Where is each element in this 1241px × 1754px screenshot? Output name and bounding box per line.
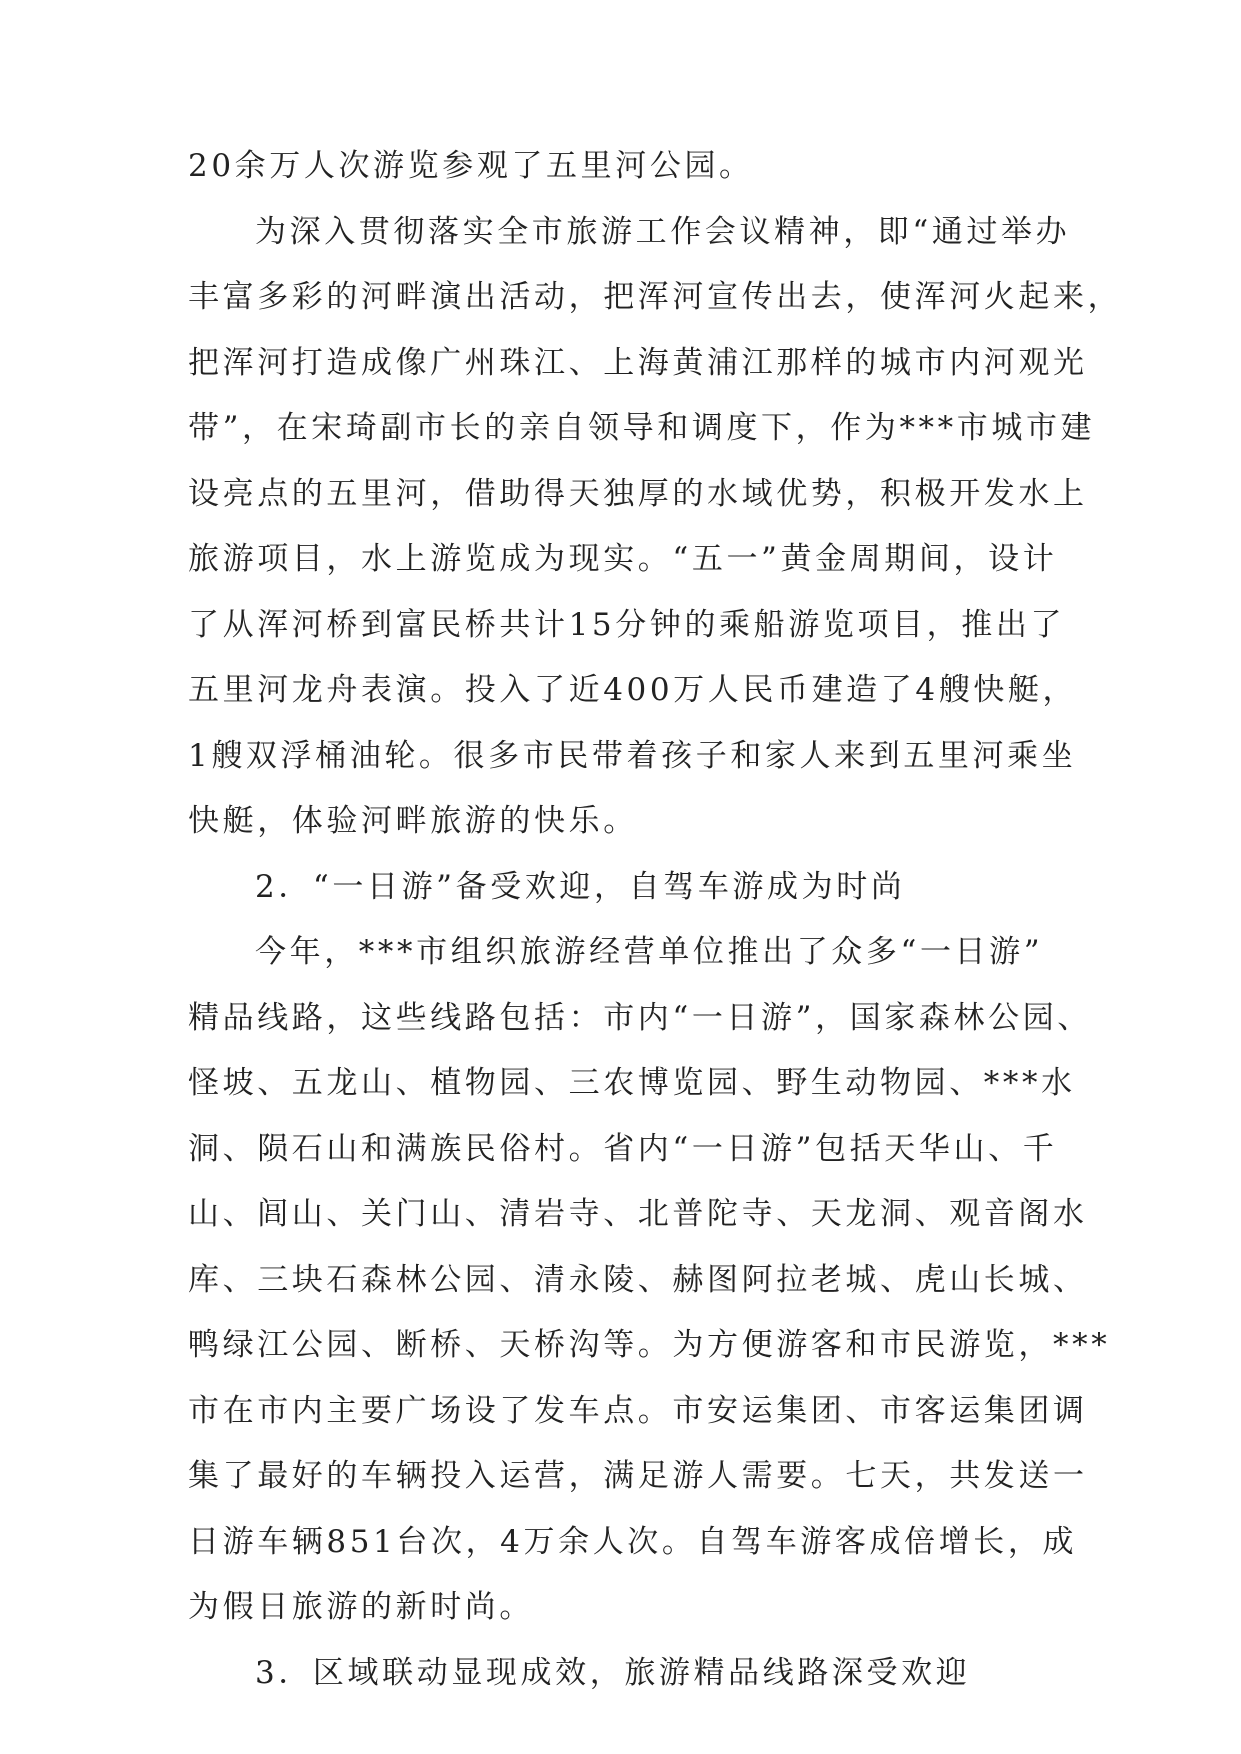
section-heading: 3．区域联动显现成效，旅游精品线路深受欢迎 xyxy=(255,1655,971,1691)
text-line: 集了最好的车辆投入运营，满足游人需要。七天，共发送一 xyxy=(188,1458,1088,1494)
text-line: 日游车辆851台次，4万余人次。自驾车游客成倍增长，成 xyxy=(188,1524,1078,1560)
text-line: 快艇，体验河畔旅游的快乐。 xyxy=(188,803,638,839)
text-line: 带”，在宋琦副市长的亲自领导和调度下，作为***市城市建 xyxy=(188,410,1096,446)
text-line: 山、闾山、关门山、清岩寺、北普陀寺、天龙洞、观音阁水 xyxy=(188,1196,1088,1232)
text-line: 1艘双浮桶油轮。很多市民带着孩子和家人来到五里河乘坐 xyxy=(188,738,1077,774)
text-line: 丰富多彩的河畔演出活动，把浑河宣传出去，使浑河火起来， xyxy=(188,279,1123,315)
text-line: 鸭绿江公园、断桥、天桥沟等。为方便游客和市民游览，*** xyxy=(188,1327,1111,1363)
text-line: 20余万人次游览参观了五里河公园。 xyxy=(188,148,754,184)
text-line: 为假日旅游的新时尚。 xyxy=(188,1589,534,1625)
paragraph-first-line: 今年，***市组织旅游经营单位推出了众多“一日游” xyxy=(255,934,1044,970)
text-line: 把浑河打造成像广州珠江、上海黄浦江那样的城市内河观光 xyxy=(188,345,1088,381)
text-line: 精品线路，这些线路包括：市内“一日游”，国家森林公园、 xyxy=(188,1000,1092,1036)
text-line: 市在市内主要广场设了发车点。市安运集团、市客运集团调 xyxy=(188,1393,1088,1429)
text-line: 了从浑河桥到富民桥共计15分钟的乘船游览项目，推出了 xyxy=(188,607,1066,643)
paragraph-first-line: 为深入贯彻落实全市旅游工作会议精神，即“通过举办 xyxy=(255,214,1071,250)
text-line: 五里河龙舟表演。投入了近400万人民币建造了4艘快艇， xyxy=(188,672,1078,708)
section-heading: 2．“一日游”备受欢迎，自驾车游成为时尚 xyxy=(255,869,906,905)
text-line: 怪坡、五龙山、植物园、三农博览园、野生动物园、***水 xyxy=(188,1065,1076,1101)
text-line: 设亮点的五里河，借助得天独厚的水域优势，积极开发水上 xyxy=(188,476,1088,512)
text-line: 洞、陨石山和满族民俗村。省内“一日游”包括天华山、千 xyxy=(188,1131,1058,1167)
text-line: 库、三块石森林公园、清永陵、赫图阿拉老城、虎山长城、 xyxy=(188,1262,1088,1298)
text-line: 旅游项目，水上游览成为现实。“五一”黄金周期间，设计 xyxy=(188,541,1058,577)
